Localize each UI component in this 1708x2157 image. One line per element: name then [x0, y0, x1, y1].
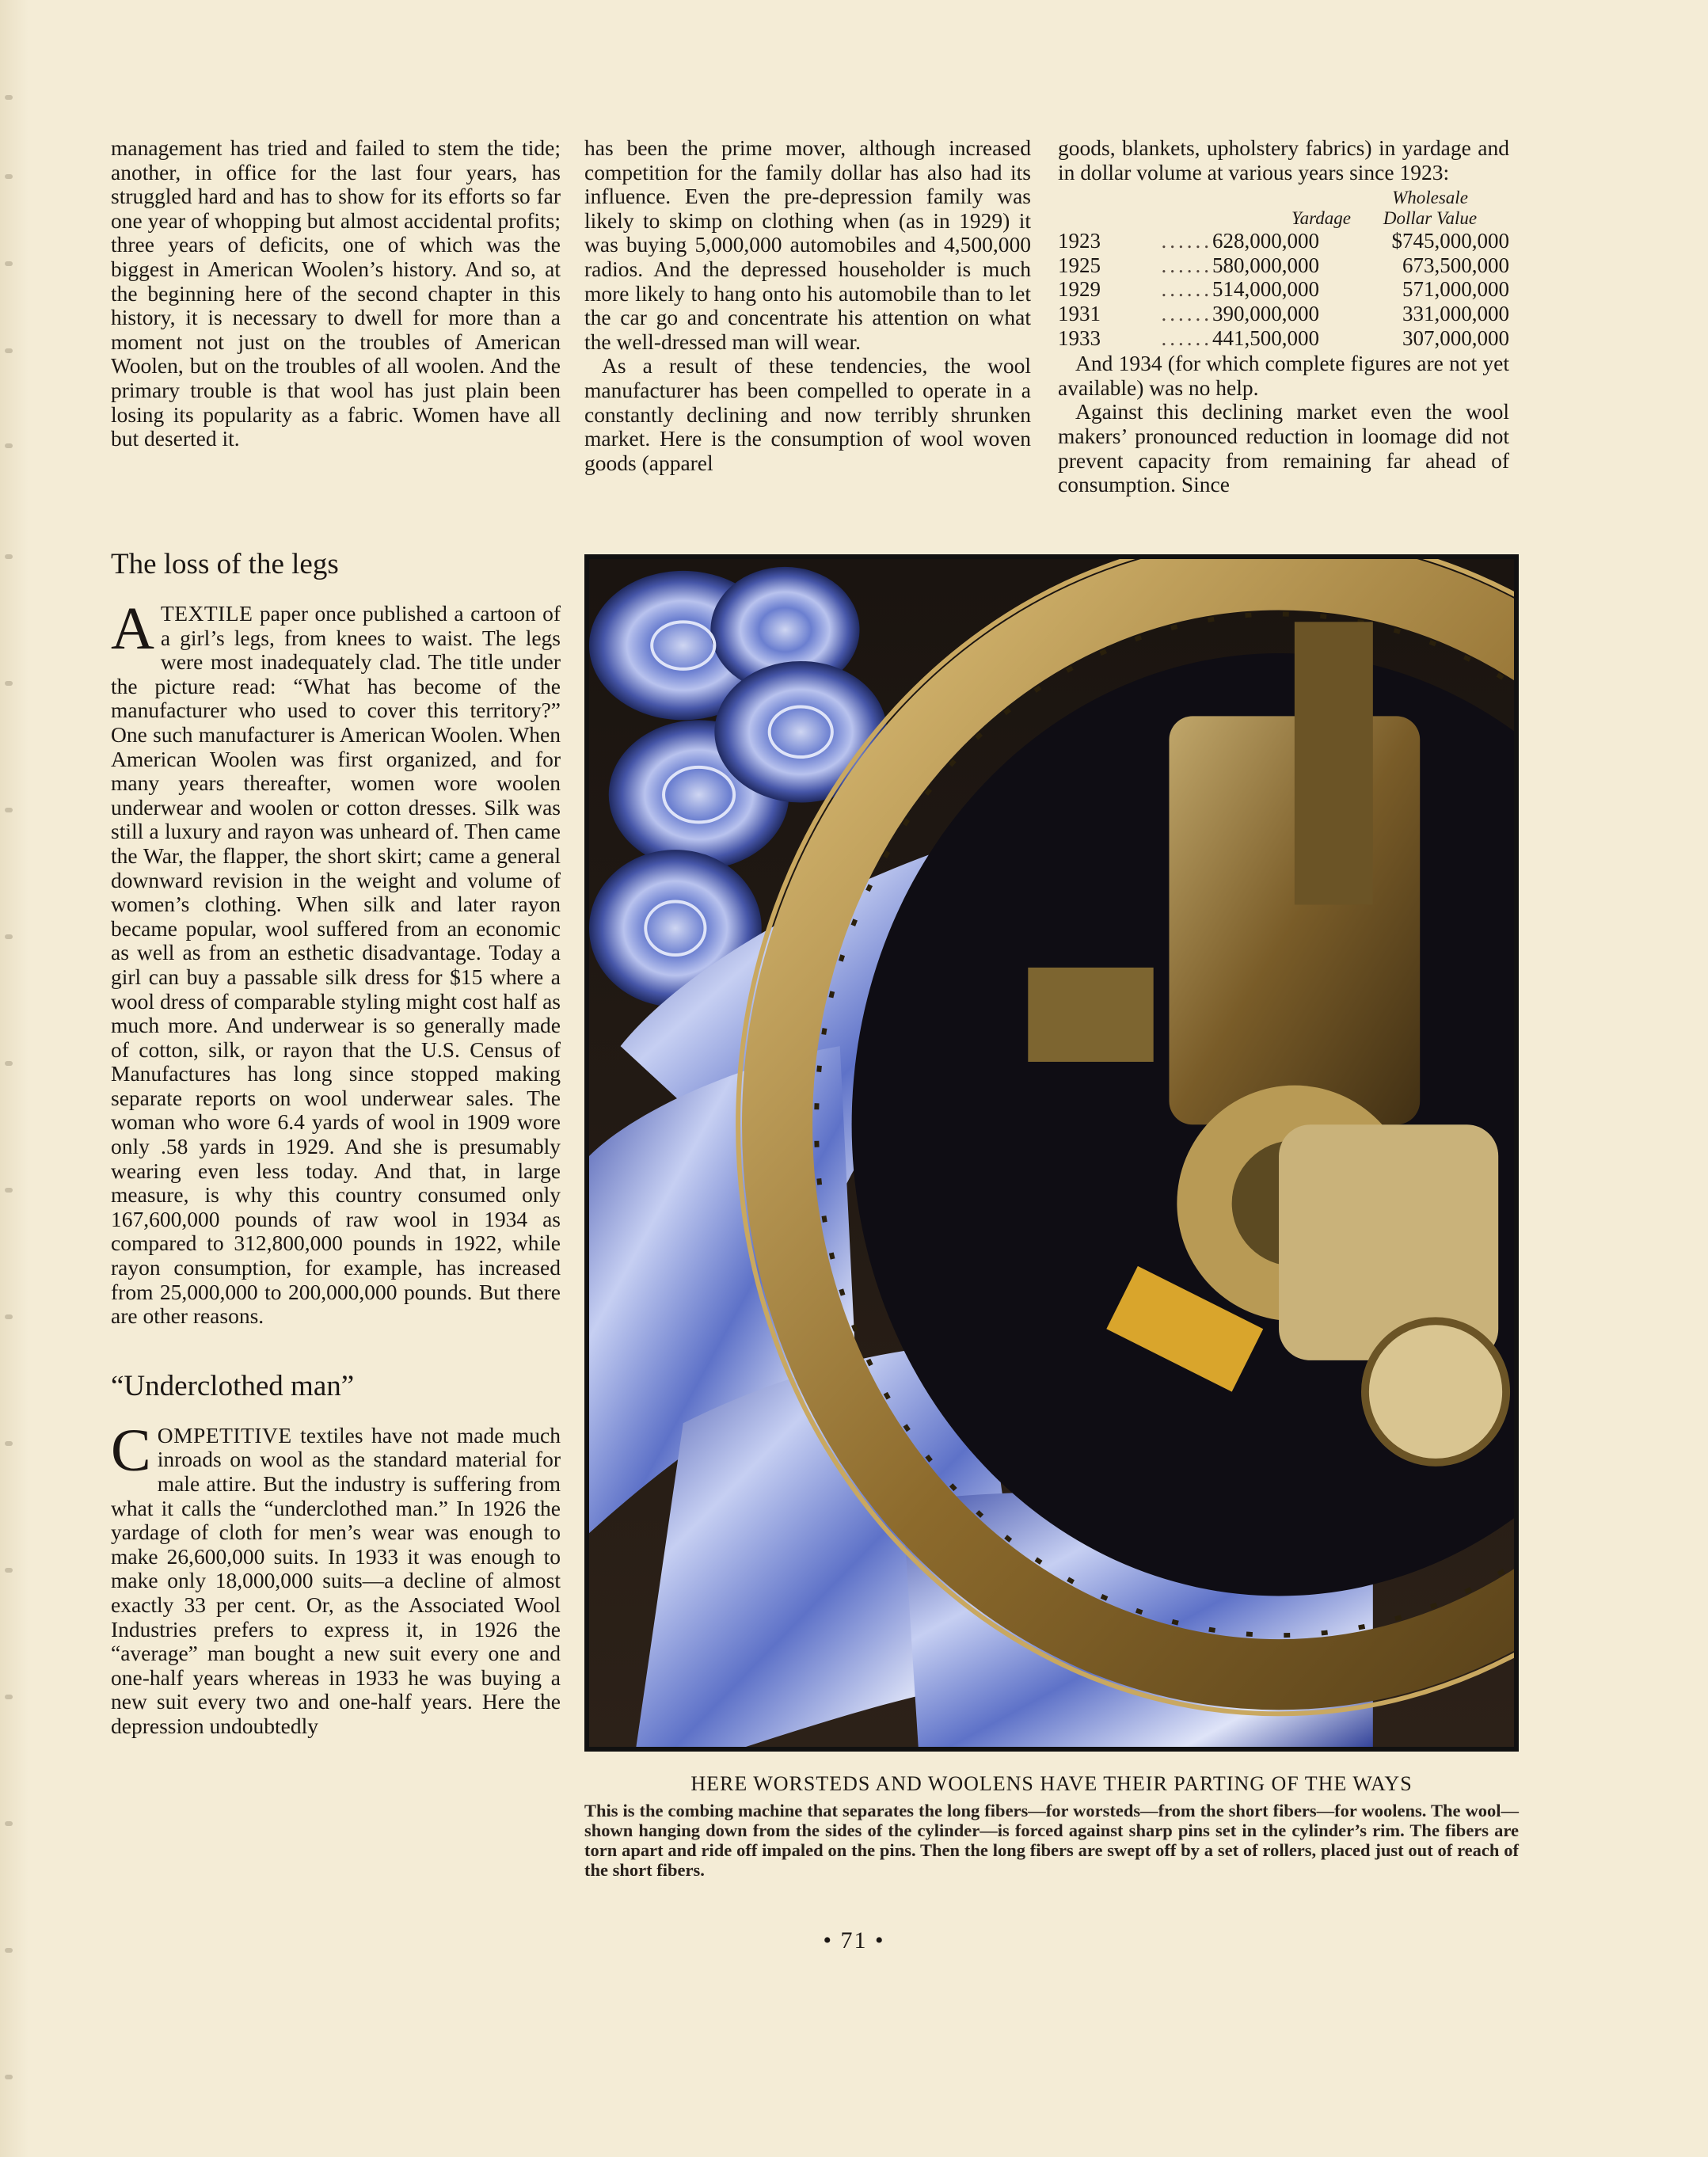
header-dollar-value: Wholesale Dollar Value	[1383, 188, 1478, 229]
column-1-top	[111, 136, 561, 451]
leader-dots: ......	[1161, 229, 1212, 253]
leader-dots: ......	[1161, 277, 1212, 302]
body-paragraph: As a result of these tendencies, the wool manufacturer has been compelled to operate in a constantly declining and now terribly shrunken market. Here is the consumption of wool woven goods (apparel	[584, 353, 1031, 475]
binding-mark	[5, 261, 13, 266]
table-cell-yardage	[1121, 229, 1319, 253]
table-cell-year: 1929	[1058, 277, 1101, 302]
binding-mark	[5, 934, 13, 939]
table-row	[1058, 326, 1509, 351]
table-cell-year: 1923	[1058, 229, 1101, 253]
binding-mark	[5, 2075, 13, 2079]
yardage-value: 628,000,000	[1212, 229, 1319, 253]
combing-machine-illustration	[589, 559, 1514, 1747]
binding-mark	[5, 1314, 13, 1319]
binding-mark	[5, 681, 13, 686]
section-1-text: paper once published a cartoon of a girl’s legs, from knees to waist. The legs were most inadequately clad. The title under the picture read: “What has become of the manufacturer who used to cover this territory?” One such manufacturer is American Woolen. When American Woolen was first organized, and for many years thereafter, women wore woolen underwear and woolen or cotton dresses. Silk was still a luxury and rayon was unheard of. Then came the War, the flapper, the short skirt; came a general downward revision in the weight and volume of women’s clothing. When silk and later rayon became popular, wool suffered from an economic as well as from an esthetic disadvantage. Today a girl can buy a passable silk dress for $15 where a wool dress of comparable styling might cost half as much more. And underwear is so generally made of cotton, silk, or rayon that the U.S. Census of Manufactures has long since stopped making separate reports on wool underwear sales. The woman who wore 6.4 yards of wool in 1909 wore only .58 yards in 1929. And she is presumably wearing even less today. And that, in large measure, is why this country consumed only 167,600,000 pounds of raw wool in 1934 as compared to 312,800,000 pounds in 1922, while rayon consumption, for example, has increased from 25,000,000 to 200,000,000 pounds. But there are other reasons.	[111, 601, 561, 1329]
table-cell-yardage	[1121, 302, 1319, 326]
binding-mark	[5, 1441, 13, 1446]
binding-mark	[5, 348, 13, 353]
table-cell-year: 1931	[1058, 301, 1101, 325]
table-cell-yardage	[1121, 277, 1319, 302]
section-1-paragraph	[111, 595, 561, 1329]
table-header	[1058, 188, 1509, 229]
table-row	[1058, 277, 1509, 302]
header-yardage: Yardage	[1291, 208, 1351, 229]
table-row	[1058, 302, 1509, 326]
table-cell-dollar-value: 307,000,000	[1402, 325, 1509, 350]
table-cell-dollar-value: 571,000,000	[1402, 277, 1509, 302]
table-row	[1058, 229, 1509, 253]
leader-dots: ......	[1161, 325, 1212, 350]
photo-caption-title: HERE WORSTEDS AND WOOLENS HAVE THEIR PARTING OF THE WAYS	[690, 1772, 1413, 1795]
drop-cap: C	[111, 1417, 151, 1484]
column-3	[1058, 136, 1509, 497]
section-2-paragraph	[111, 1417, 561, 1739]
photo-caption-body: This is the combing machine that separates the long fibers—for worsteds—from the short fibers—for woolens. The wool—shown hanging down from the sides of the cylinder—is forced against sharp pins set in the cylinder’s rim. The fibers are torn apart and ride off impaled on the pins. Then the long fibers are swept off by a set of rollers, placed just out of reach of the short fibers.	[584, 1801, 1519, 1880]
binding-mark	[5, 443, 13, 448]
yardage-value: 441,500,000	[1212, 325, 1319, 350]
table-row	[1058, 253, 1509, 278]
page-binding-edge	[0, 0, 29, 2157]
section-heading-loss-of-legs: The loss of the legs	[111, 548, 339, 580]
lead-caps: TEXTILE	[160, 601, 253, 626]
drop-cap: A	[111, 595, 154, 662]
consumption-table	[1058, 188, 1509, 350]
yardage-value: 580,000,000	[1212, 253, 1319, 277]
binding-mark	[5, 808, 13, 812]
table-cell-year: 1933	[1058, 325, 1101, 350]
binding-mark	[5, 1061, 13, 1066]
yardage-value: 514,000,000	[1212, 277, 1319, 302]
leader-dots: ......	[1161, 301, 1212, 325]
binding-mark	[5, 174, 13, 179]
table-cell-dollar-value: 331,000,000	[1402, 301, 1509, 325]
table-cell-dollar-value: 673,500,000	[1402, 253, 1509, 277]
column-1-sections	[111, 548, 561, 1739]
body-paragraph: And 1934 (for which complete figures are not yet available) was no help.	[1058, 351, 1509, 400]
table-body	[1058, 229, 1509, 350]
yardage-value: 390,000,000	[1212, 301, 1319, 325]
column-2	[584, 136, 1031, 475]
binding-mark	[5, 554, 13, 559]
binding-mark	[5, 1695, 13, 1699]
table-intro: goods, blankets, upholstery fabrics) in yardage and in dollar volume at various years since 1923:	[1058, 135, 1509, 185]
table-cell-dollar-value: $745,000,000	[1391, 229, 1509, 253]
leader-dots: ......	[1161, 253, 1212, 277]
body-paragraph: management has tried and failed to stem the tide; another, in office for the last four years, has struggled hard and has to show for its efforts so far one year of whopping but almost accidental profits; three years of deficits, one of which was the biggest in American Woolen’s history. And so, at the beginning here of the second chapter in this history, it is necessary to dwell for more than a moment not just on the troubles of American Woolen, but on the troubles of all woolen. And the primary trouble is that wool has just plain been losing its popularity as a fabric. Women have all but deserted it.	[111, 135, 561, 451]
binding-mark	[5, 1568, 13, 1573]
binding-mark	[5, 1821, 13, 1826]
combing-machine-photo	[584, 554, 1519, 1752]
table-cell-yardage	[1121, 253, 1319, 278]
binding-mark	[5, 1188, 13, 1193]
section-2-text: textiles have not made much inroads on wool as the standard material for male attire. But the industry is suffering from what it calls the “underclothed man.” In 1926 the yardage of cloth for men’s wear was enough to make 26,600,000 suits. In 1933 it was enough to make only 18,000,000 suits—a decline of almost exactly 33 per cent. Or, as the Associated Wool Industries prefers to express it, in 1926 the “average” man bought a new suit every one and one-half years whereas in 1933 he was buying a new suit every two and one-half years. Here the depression undoubtedly	[111, 1422, 561, 1738]
body-paragraph: Against this declining market even the wool makers’ pronounced reduction in loomage did not prevent capacity from remaining far ahead of consumption. Since	[1058, 399, 1509, 497]
page-number: • 71 •	[823, 1927, 885, 1953]
lead-caps: OMPETITIVE	[157, 1422, 292, 1448]
binding-mark	[5, 95, 13, 100]
body-paragraph: has been the prime mover, although increased competition for the family dollar has also had its influence. Even the pre-depression family was likely to skimp on clothing when (as in 1929) it was buying 5,000,000 automobiles and 4,500,000 radios. And the depressed householder is much more likely to hang onto his automobile than to let the car go and concentrate his attention on what the well-dressed man will wear.	[584, 135, 1031, 354]
section-heading-underclothed-man: “Underclothed man”	[111, 1369, 355, 1402]
table-cell-yardage	[1121, 326, 1319, 351]
table-cell-year: 1925	[1058, 253, 1101, 277]
